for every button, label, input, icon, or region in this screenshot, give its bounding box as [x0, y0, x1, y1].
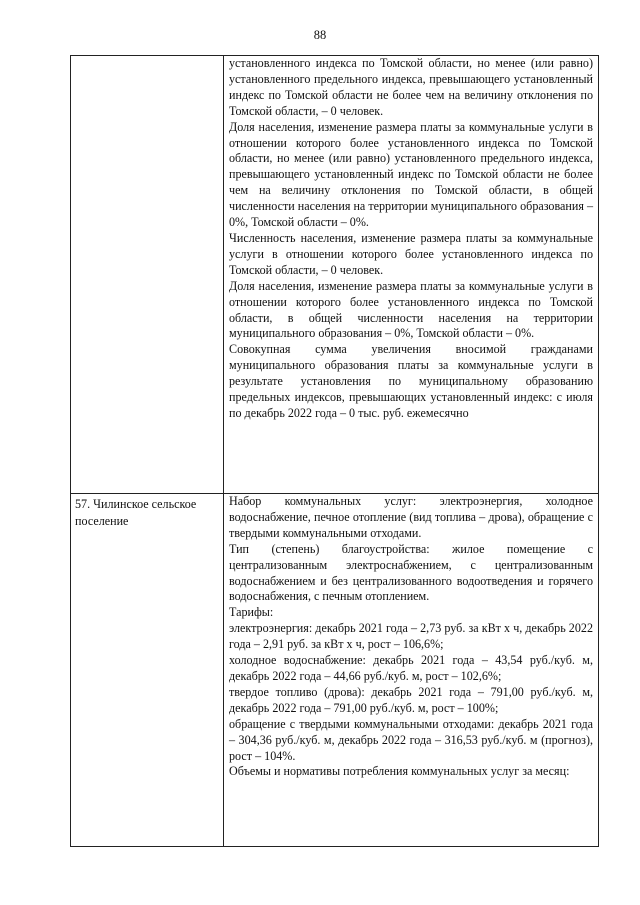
paragraph: Численность населения, изменение размера платы за коммунальные услуги в отношении которого более установленного индекса по Томской области, – 0 человек.: [229, 230, 593, 277]
paragraph: Набор коммунальных услуг: электроэнергия, холодное водоснабжение, печное отопление (вид топлива – дрова), обращение с твердыми коммунальными отходами.: [229, 494, 593, 540]
paragraph: Объемы и нормативы потребления коммунальных услуг за месяц:: [229, 764, 570, 779]
indicators-cell: [224, 56, 599, 494]
document-table: [70, 55, 599, 847]
table-row: [71, 494, 599, 847]
municipality-cell: [71, 56, 224, 494]
municipality-name: [71, 56, 223, 60]
paragraph: электроэнергия: декабрь 2021 года – 2,73 руб. за кВт х ч, декабрь 2022 года – 2,91 руб. за кВт х ч, рост – 106,6%;: [229, 621, 593, 652]
paragraph: Доля населения, изменение размера платы за коммунальные услуги в отношении которого более установленного индекса по Томской области, но менее (или равно) установленного предельного индекса, превышающего установленный индекс по Томской области не более чем на величину отклонения по Томской области, в общей численности населения на территории муниципального образования – 0%, Томской области – 0%.: [229, 119, 593, 230]
paragraph: обращение с твердыми коммунальными отходами: декабрь 2021 года – 304,36 руб./куб. м, декабрь 2022 года – 316,53 руб./куб. м (прогноз), рост – 104%.: [229, 716, 593, 763]
paragraph: Тип (степень) благоустройства: жилое помещение с централизованным электроснабжением, с централизованным водоснабжением и без централизованного водоотведения и горячего водоснабжения, с печным отоплением.: [229, 541, 593, 604]
indicators-cell: [224, 494, 599, 847]
paragraph: Доля населения, изменение размера платы за коммунальные услуги в отношении которого более установленного индекса по Томской области, в общей численности населения на территории муниципального образования – 0%, Томской области – 0%.: [229, 278, 593, 341]
paragraph: Совокупная сумма увеличения вносимой гражданами муниципального образования платы за коммунальные услуги в результате установления по муниципальному образованию предельных индексов, превышающих установленный индекс: с июля по декабрь 2022 года – 0 тыс. руб. ежемесячно: [229, 342, 593, 420]
page-number: 88: [313, 28, 327, 42]
paragraph: установленного индекса по Томской области, но менее (или равно) установленного предельного индекса, превышающего установленный индекс по Томской области не более чем на величину отклонения по Томской области, – 0 человек.: [229, 56, 593, 118]
paragraph: твердое топливо (дрова): декабрь 2021 года – 791,00 руб./куб. м, декабрь 2022 года – 791,00 руб./куб. м, рост – 100%;: [229, 684, 593, 715]
municipality-cell: [71, 494, 224, 847]
municipality-name: 57. Чилинское сельское поселение: [75, 497, 197, 528]
paragraph: Тарифы:: [229, 605, 274, 620]
paragraph: холодное водоснабжение: декабрь 2021 года – 43,54 руб./куб. м, декабрь 2022 года – 44,66 руб./куб. м, рост – 102,6%;: [229, 653, 593, 683]
table-row: [71, 56, 599, 494]
